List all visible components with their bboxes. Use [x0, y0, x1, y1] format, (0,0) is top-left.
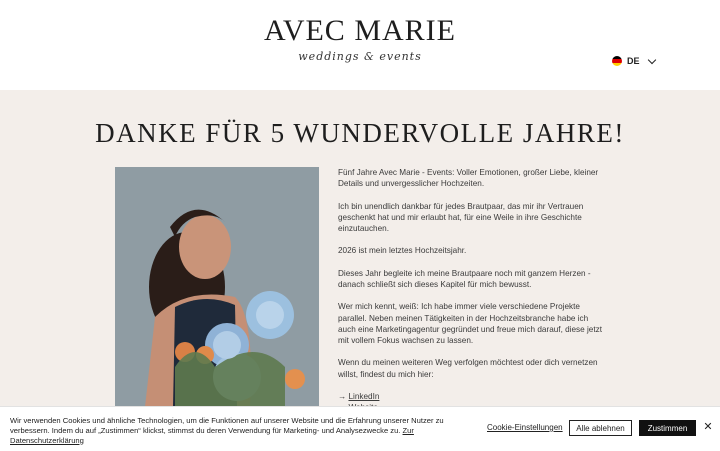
linkedin-link[interactable]: LinkedIn	[348, 391, 380, 401]
paragraph: Ich bin unendlich dankbar für jedes Brautpaar, das mir ihr Vertrauen geschenkt hat und mir erlaubt hat, für eine Weile in ihre Geschichte einzutauchen.	[338, 201, 584, 233]
paragraph: Dieses Jahr begleite ich meine Brautpaare noch mit ganzem Herzen - danach schließt sich dieses Kapitel für mich bewusst.	[338, 268, 591, 289]
paragraph: Fünf Jahre Avec Marie - Events: Voller Emotionen, großer Liebe, kleiner Details und unvergesslicher Hochzeiten.	[338, 168, 599, 189]
portrait-photo	[115, 167, 319, 407]
paragraph: Wenn du meinen weiteren Weg verfolgen möchtest oder dich vernetzen willst, findest du mich hier:	[338, 358, 598, 379]
germany-flag-icon	[612, 56, 622, 66]
cookie-message	[10, 416, 472, 445]
intro-text	[338, 167, 608, 413]
chevron-down-icon	[647, 55, 655, 63]
close-icon[interactable]: ✕	[703, 421, 713, 433]
privacy-link[interactable]: Zur Datenschutzerklärung	[10, 425, 414, 445]
site-header	[0, 0, 720, 90]
page-title: DANKE FÜR 5 WUNDERVOLLE JAHRE!	[95, 118, 625, 148]
arrow-icon: →	[338, 391, 347, 401]
logo[interactable]	[260, 14, 460, 64]
reject-all-button[interactable]: Alle ablehnen	[569, 420, 632, 436]
portrait-illustration	[115, 167, 319, 407]
cookie-settings-link[interactable]: Cookie-Einstellungen	[487, 423, 563, 432]
language-selector[interactable]	[612, 54, 655, 68]
paragraph: Wer mich kennt, weiß: Ich habe immer viele verschiedene Projekte parallel. Neben meinen Tätigkeiten in der Hochzeitsbranche habe ich auch eine Marketingagentur gegründet und freue mich darauf, diese jetzt mit vollem Fokus wachsen zu lassen.	[338, 302, 602, 345]
logo-tagline: weddings & events	[298, 50, 422, 63]
language-label: DE	[627, 56, 640, 66]
logo-wordmark: AVEC MARIE	[264, 14, 456, 47]
linkedin-row	[338, 391, 608, 402]
accept-button[interactable]: Zustimmen	[639, 420, 696, 436]
paragraph: 2026 ist mein letztes Hochzeitsjahr.	[338, 246, 467, 256]
cookie-text: Wir verwenden Cookies und ähnliche Technologien, um die Funktionen auf unserer Website und die Erfahrung unserer Nutzer zu verbessern. Indem du auf „Zustimmen“ klickst, stimmst du deren Verwendung für Marketing- und Analysezwecke zu.	[10, 416, 444, 435]
